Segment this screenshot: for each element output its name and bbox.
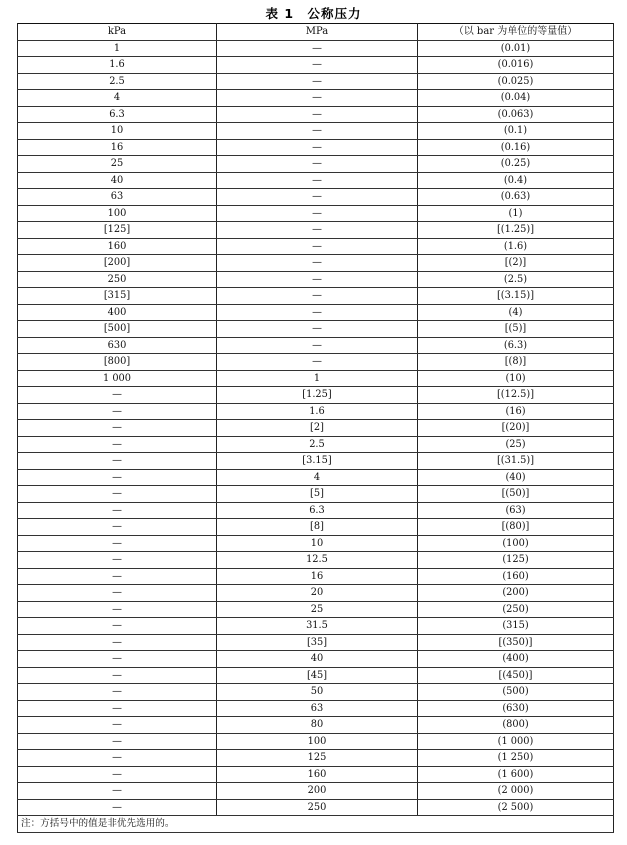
- kpa-cell: —: [18, 403, 217, 420]
- kpa-cell: 1 000: [18, 370, 217, 387]
- kpa-cell: —: [18, 552, 217, 569]
- kpa-cell: 250: [18, 271, 217, 288]
- bar-cell: (1 250): [418, 750, 614, 767]
- table-note: 注：方括号中的值是非优先选用的。: [18, 816, 614, 833]
- mpa-cell: 1.6: [217, 403, 418, 420]
- mpa-cell: —: [217, 354, 418, 371]
- mpa-cell: —: [217, 337, 418, 354]
- bar-cell: [(450)]: [418, 667, 614, 684]
- bar-cell: (315): [418, 618, 614, 635]
- bar-cell: (6.3): [418, 337, 614, 354]
- mpa-cell: 50: [217, 684, 418, 701]
- mpa-cell: [5]: [217, 486, 418, 503]
- bar-cell: (400): [418, 651, 614, 668]
- table-row: [18, 453, 614, 470]
- bar-cell: (25): [418, 436, 614, 453]
- bar-cell: (0.1): [418, 123, 614, 140]
- bar-cell: (40): [418, 469, 614, 486]
- bar-cell: (2 500): [418, 799, 614, 816]
- bar-cell: [(350)]: [418, 634, 614, 651]
- table-row: [18, 255, 614, 272]
- kpa-cell: 2.5: [18, 73, 217, 90]
- mpa-cell: [3.15]: [217, 453, 418, 470]
- kpa-cell: 1.6: [18, 57, 217, 74]
- bar-cell: [(5)]: [418, 321, 614, 338]
- kpa-cell: —: [18, 387, 217, 404]
- bar-cell: [(80)]: [418, 519, 614, 536]
- table-row: [18, 73, 614, 90]
- kpa-cell: [315]: [18, 288, 217, 305]
- mpa-cell: —: [217, 172, 418, 189]
- bar-cell: (0.25): [418, 156, 614, 173]
- kpa-cell: —: [18, 535, 217, 552]
- kpa-cell: —: [18, 568, 217, 585]
- kpa-cell: —: [18, 651, 217, 668]
- mpa-cell: 16: [217, 568, 418, 585]
- bar-cell: (630): [418, 700, 614, 717]
- kpa-cell: 400: [18, 304, 217, 321]
- table-row: [18, 156, 614, 173]
- table-row: [18, 486, 614, 503]
- kpa-cell: 6.3: [18, 106, 217, 123]
- kpa-cell: —: [18, 436, 217, 453]
- mpa-cell: 160: [217, 766, 418, 783]
- header-kpa: kPa: [18, 24, 217, 41]
- mpa-cell: 10: [217, 535, 418, 552]
- table-row: [18, 799, 614, 816]
- table-row: [18, 700, 614, 717]
- kpa-cell: —: [18, 585, 217, 602]
- kpa-cell: —: [18, 453, 217, 470]
- table-row: [18, 733, 614, 750]
- mpa-cell: [35]: [217, 634, 418, 651]
- bar-cell: (2.5): [418, 271, 614, 288]
- kpa-cell: 4: [18, 90, 217, 107]
- nominal-pressure-table: [17, 23, 614, 833]
- table-row: [18, 222, 614, 239]
- table-row: [18, 766, 614, 783]
- kpa-cell: —: [18, 733, 217, 750]
- table-row: [18, 57, 614, 74]
- kpa-cell: 1: [18, 40, 217, 57]
- bar-cell: [(8)]: [418, 354, 614, 371]
- header-bar-equivalent: （以 bar 为单位的等量值）: [418, 24, 614, 41]
- table-row: [18, 618, 614, 635]
- mpa-cell: —: [217, 255, 418, 272]
- table-row: [18, 568, 614, 585]
- mpa-cell: 2.5: [217, 436, 418, 453]
- bar-cell: (10): [418, 370, 614, 387]
- bar-cell: (0.063): [418, 106, 614, 123]
- table-row: [18, 337, 614, 354]
- mpa-cell: —: [217, 156, 418, 173]
- header-row: [18, 24, 614, 41]
- table-row: [18, 271, 614, 288]
- table-row: [18, 172, 614, 189]
- table-row: [18, 387, 614, 404]
- kpa-cell: —: [18, 634, 217, 651]
- kpa-cell: [500]: [18, 321, 217, 338]
- bar-cell: (0.4): [418, 172, 614, 189]
- kpa-cell: —: [18, 519, 217, 536]
- mpa-cell: 63: [217, 700, 418, 717]
- table-row: [18, 535, 614, 552]
- kpa-cell: [125]: [18, 222, 217, 239]
- bar-cell: (1): [418, 205, 614, 222]
- mpa-cell: [1.25]: [217, 387, 418, 404]
- mpa-cell: —: [217, 238, 418, 255]
- kpa-cell: 16: [18, 139, 217, 156]
- mpa-cell: —: [217, 304, 418, 321]
- mpa-cell: —: [217, 57, 418, 74]
- bar-cell: [(50)]: [418, 486, 614, 503]
- table-row: [18, 304, 614, 321]
- bar-cell: (200): [418, 585, 614, 602]
- bar-cell: (1 000): [418, 733, 614, 750]
- mpa-cell: —: [217, 139, 418, 156]
- table-body: [18, 40, 614, 816]
- mpa-cell: —: [217, 205, 418, 222]
- kpa-cell: —: [18, 766, 217, 783]
- kpa-cell: 40: [18, 172, 217, 189]
- kpa-cell: —: [18, 700, 217, 717]
- kpa-cell: —: [18, 618, 217, 635]
- bar-cell: (0.025): [418, 73, 614, 90]
- mpa-cell: —: [217, 271, 418, 288]
- mpa-cell: 12.5: [217, 552, 418, 569]
- bar-cell: (16): [418, 403, 614, 420]
- bar-cell: (2 000): [418, 783, 614, 800]
- mpa-cell: 25: [217, 601, 418, 618]
- mpa-cell: —: [217, 123, 418, 140]
- table-row: [18, 205, 614, 222]
- mpa-cell: 100: [217, 733, 418, 750]
- table-row: [18, 783, 614, 800]
- table-title: 表 1 公称压力: [265, 6, 362, 21]
- kpa-cell: —: [18, 783, 217, 800]
- bar-cell: (500): [418, 684, 614, 701]
- table-row: [18, 717, 614, 734]
- table-row: [18, 106, 614, 123]
- kpa-cell: 160: [18, 238, 217, 255]
- table-row: [18, 585, 614, 602]
- kpa-cell: —: [18, 469, 217, 486]
- kpa-cell: —: [18, 502, 217, 519]
- bar-cell: (63): [418, 502, 614, 519]
- header-mpa: MPa: [217, 24, 418, 41]
- bar-cell: (0.63): [418, 189, 614, 206]
- kpa-cell: —: [18, 799, 217, 816]
- kpa-cell: —: [18, 601, 217, 618]
- bar-cell: (0.16): [418, 139, 614, 156]
- table-row: [18, 651, 614, 668]
- table-row: [18, 469, 614, 486]
- table-row: [18, 420, 614, 437]
- mpa-cell: 250: [217, 799, 418, 816]
- mpa-cell: [2]: [217, 420, 418, 437]
- table-row: [18, 288, 614, 305]
- kpa-cell: 63: [18, 189, 217, 206]
- table-row: [18, 750, 614, 767]
- mpa-cell: 80: [217, 717, 418, 734]
- kpa-cell: —: [18, 750, 217, 767]
- bar-cell: [(31.5)]: [418, 453, 614, 470]
- table-row: [18, 238, 614, 255]
- table-row: [18, 502, 614, 519]
- table-row: [18, 601, 614, 618]
- bar-cell: (1 600): [418, 766, 614, 783]
- mpa-cell: —: [217, 73, 418, 90]
- table-row: [18, 40, 614, 57]
- table-row: [18, 519, 614, 536]
- kpa-cell: 10: [18, 123, 217, 140]
- table-row: [18, 403, 614, 420]
- mpa-cell: 6.3: [217, 502, 418, 519]
- bar-cell: (250): [418, 601, 614, 618]
- table-row: [18, 684, 614, 701]
- kpa-cell: 100: [18, 205, 217, 222]
- bar-cell: (160): [418, 568, 614, 585]
- kpa-cell: 630: [18, 337, 217, 354]
- mpa-cell: 125: [217, 750, 418, 767]
- kpa-cell: 25: [18, 156, 217, 173]
- bar-cell: (0.016): [418, 57, 614, 74]
- kpa-cell: —: [18, 667, 217, 684]
- bar-cell: [(2)]: [418, 255, 614, 272]
- bar-cell: (0.01): [418, 40, 614, 57]
- kpa-cell: —: [18, 684, 217, 701]
- table-row: [18, 436, 614, 453]
- table-row: [18, 634, 614, 651]
- mpa-cell: —: [217, 222, 418, 239]
- mpa-cell: [8]: [217, 519, 418, 536]
- mpa-cell: —: [217, 321, 418, 338]
- mpa-cell: —: [217, 40, 418, 57]
- mpa-cell: —: [217, 90, 418, 107]
- table-row: [18, 321, 614, 338]
- table-row: [18, 667, 614, 684]
- bar-cell: [(1.25)]: [418, 222, 614, 239]
- kpa-cell: [800]: [18, 354, 217, 371]
- bar-cell: [(12.5)]: [418, 387, 614, 404]
- bar-cell: (1.6): [418, 238, 614, 255]
- mpa-cell: 31.5: [217, 618, 418, 635]
- bar-cell: (100): [418, 535, 614, 552]
- mpa-cell: 40: [217, 651, 418, 668]
- table-row: [18, 90, 614, 107]
- bar-cell: (800): [418, 717, 614, 734]
- kpa-cell: [200]: [18, 255, 217, 272]
- mpa-cell: 1: [217, 370, 418, 387]
- mpa-cell: 200: [217, 783, 418, 800]
- mpa-cell: 20: [217, 585, 418, 602]
- note-row: [18, 816, 614, 833]
- mpa-cell: —: [217, 106, 418, 123]
- bar-cell: [(3.15)]: [418, 288, 614, 305]
- kpa-cell: —: [18, 420, 217, 437]
- kpa-cell: —: [18, 717, 217, 734]
- bar-cell: (0.04): [418, 90, 614, 107]
- table-row: [18, 354, 614, 371]
- mpa-cell: —: [217, 288, 418, 305]
- table-row: [18, 189, 614, 206]
- bar-cell: [(20)]: [418, 420, 614, 437]
- bar-cell: (125): [418, 552, 614, 569]
- table-row: [18, 139, 614, 156]
- mpa-cell: 4: [217, 469, 418, 486]
- table-row: [18, 370, 614, 387]
- table-row: [18, 552, 614, 569]
- bar-cell: (4): [418, 304, 614, 321]
- kpa-cell: —: [18, 486, 217, 503]
- mpa-cell: —: [217, 189, 418, 206]
- table-row: [18, 123, 614, 140]
- mpa-cell: [45]: [217, 667, 418, 684]
